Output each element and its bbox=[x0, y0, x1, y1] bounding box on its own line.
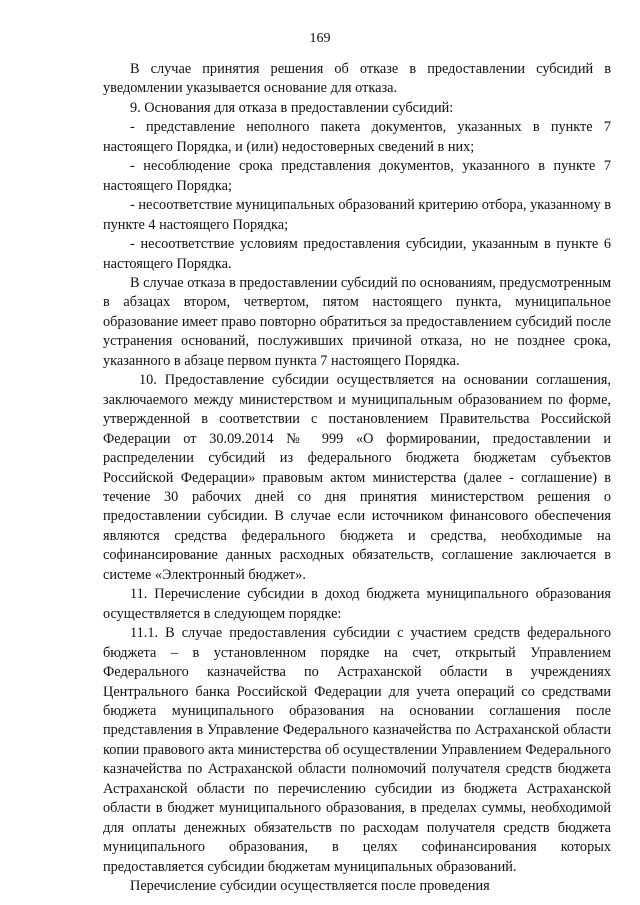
paragraph-ground-incomplete-docs: - представление неполного пакета документов, указанных в пункте 7 настоящего Порядка, и (или) недостоверных сведений в них; bbox=[103, 119, 611, 155]
paragraph-refusal-notice: В случае принятия решения об отказе в предоставлении субсидий в уведомлении указывается основание для отказа. bbox=[103, 61, 611, 97]
paragraph-ground-criteria: - несоответствие муниципальных образований критерию отбора, указанному в пункте 4 настоящего Порядка; bbox=[103, 197, 611, 233]
paragraph-transfer-continued: Перечисление субсидии осуществляется после проведения bbox=[130, 878, 490, 895]
paragraph-ground-deadline: - несоблюдение срока представления документов, указанного в пункте 7 настоящего Порядка; bbox=[103, 158, 611, 194]
paragraph-section-11: 11. Перечисление субсидии в доход бюджета муниципального образования осуществляется в следующем порядке: bbox=[103, 586, 611, 622]
paragraph-ground-conditions: - несоответствие условиям предоставления субсидии, указанным в пункте 6 настоящего Порядка. bbox=[103, 236, 611, 272]
document-body bbox=[103, 60, 611, 896]
page-number: 169 bbox=[309, 31, 331, 46]
paragraph-section-10: 10. Предоставление субсидии осуществляется на основании соглашения, заключаемого между министерством и муниципальным образованием по форме, утвержденной в соответствии с постановлением Правительства Российской Федерации от 30.09.2014 № 999 «О формировании, предоставлении и распределении субсидий из федерального бюджета бюджетам субъектов Российской Федерации» правовым актом министерства (далее - соглашение) в течение 30 рабочих дней со дня принятия министерством решения о предоставлении субсидии. В случае если источником финансового обеспечения являются средства федерального бюджета и средства, необходимые на софинансирование данных расходных обязательств, соглашение заключается в системе «Электронный бюджет». bbox=[103, 372, 611, 583]
paragraph-section-9-heading: 9. Основания для отказа в предоставлении субсидий: bbox=[130, 99, 454, 116]
paragraph-section-11-1: 11.1. В случае предоставления субсидии с участием средств федерального бюджета – в установленном порядке на счет, открытый Управлением Федерального казначейства по Астраханской области в учреждениях Центрального банка Российской Федерации для учета операций со средствами бюджета муниципального образования на основании соглашения после представления в Управление Федерального казначейства по Астраханской области копии правового акта министерства об осуществлении Управлением Федерального казначейства по Астраханской области полномочий получателя средств бюджета Астраханской области по перечислению субсидии из бюджета Астраханской области в бюджет муниципального образования, в пределах суммы, необходимой для оплаты денежных обязательств по расходам получателя средств бюджета муниципального образования, в целях софинансирования которых предоставляется субсидии бюджетам муниципальных образований. bbox=[103, 625, 611, 875]
paragraph-reapply: В случае отказа в предоставлении субсидий по основаниям, предусмотренным в абзацах втором, четвертом, пятом настоящего пункта, муниципальное образование имеет право повторно обратиться за предоставлением субсидий после устранения оснований, послуживших причиной отказа, но не позднее срока, указанного в абзаце первом пункта 7 настоящего Порядка. bbox=[103, 274, 611, 369]
